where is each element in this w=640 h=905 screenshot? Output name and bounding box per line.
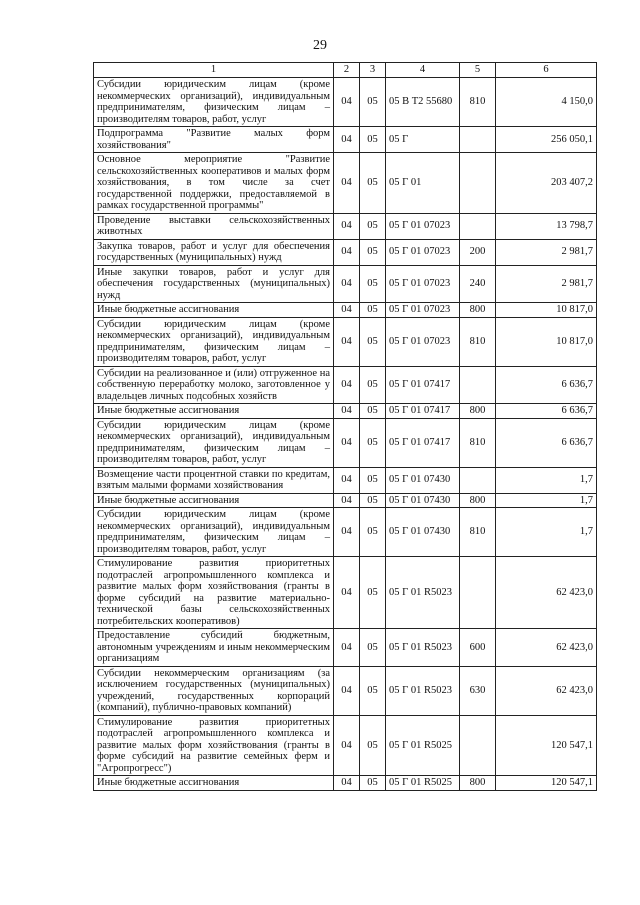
row-amount: 6 636,7 [496,366,597,404]
row-name: Иные закупки товаров, работ и услуг для обеспечения государственных (муниципальных) нужд [94,265,334,303]
row-subsection: 05 [360,366,386,404]
row-name: Субсидии юридическим лицам (кроме некоммерческих организаций), индивидуальным предпринимателям, физическим лицам – производителям товаров, работ, услуг [94,508,334,557]
row-subsection: 05 [360,303,386,318]
table-row [94,366,597,404]
row-target-code: 05 Г 01 R5023 [386,666,460,715]
table-row [94,508,597,557]
row-target-code: 05 Г 01 07417 [386,404,460,419]
table-row [94,493,597,508]
row-amount: 62 423,0 [496,666,597,715]
row-subsection: 05 [360,418,386,467]
row-subsection: 05 [360,265,386,303]
row-name: Иные бюджетные ассигнования [94,493,334,508]
row-expense-type: 810 [460,418,496,467]
row-section: 04 [334,715,360,776]
row-expense-type [460,213,496,239]
table-row [94,78,597,127]
row-name: Подпрограмма "Развитие малых форм хозяйствования" [94,127,334,153]
row-target-code: 05 Г 01 R5025 [386,715,460,776]
table-row [94,239,597,265]
row-section: 04 [334,239,360,265]
table-row [94,557,597,629]
row-name: Субсидии юридическим лицам (кроме некоммерческих организаций), индивидуальным предпринимателям, физическим лицам – производителям товаров, работ, услуг [94,78,334,127]
table-row [94,404,597,419]
row-target-code: 05 Г 01 07417 [386,418,460,467]
row-amount: 1,7 [496,467,597,493]
row-expense-type: 810 [460,78,496,127]
row-amount: 10 817,0 [496,317,597,366]
row-name: Иные бюджетные ассигнования [94,404,334,419]
header-col-1: 1 [94,63,334,78]
row-amount: 120 547,1 [496,776,597,791]
row-subsection: 05 [360,508,386,557]
row-expense-type: 600 [460,629,496,667]
row-expense-type: 800 [460,404,496,419]
row-target-code: 05 Г 01 07430 [386,493,460,508]
table-row [94,127,597,153]
header-col-3: 3 [360,63,386,78]
row-expense-type: 630 [460,666,496,715]
row-expense-type: 800 [460,303,496,318]
row-expense-type: 800 [460,776,496,791]
header-col-4: 4 [386,63,460,78]
row-name: Возмещение части процентной ставки по кредитам, взятым малыми формами хозяйствования [94,467,334,493]
row-section: 04 [334,666,360,715]
table-row [94,265,597,303]
row-subsection: 05 [360,467,386,493]
row-expense-type [460,127,496,153]
row-name: Стимулирование развития приоритетных подотраслей агропромышленного комплекса и развитие малых форм хозяйствования (гранты в форме субсидий на развитие семейных ферм и "Агропрогресс") [94,715,334,776]
page-number: 29 [313,38,327,53]
table-row [94,715,597,776]
row-target-code: 05 Г 01 R5023 [386,629,460,667]
row-subsection: 05 [360,317,386,366]
row-expense-type: 810 [460,317,496,366]
row-name: Проведение выставки сельскохозяйственных животных [94,213,334,239]
table-row [94,317,597,366]
row-amount: 13 798,7 [496,213,597,239]
table-row [94,629,597,667]
row-amount: 1,7 [496,493,597,508]
table-row [94,776,597,791]
row-subsection: 05 [360,404,386,419]
row-target-code: 05 Г 01 07430 [386,467,460,493]
row-target-code: 05 Г 01 07023 [386,265,460,303]
row-subsection: 05 [360,629,386,667]
header-col-5: 5 [460,63,496,78]
table-row [94,213,597,239]
row-expense-type [460,557,496,629]
row-name: Субсидии юридическим лицам (кроме некоммерческих организаций), индивидуальным предпринимателям, физическим лицам – производителям товаров, работ, услуг [94,418,334,467]
row-section: 04 [334,557,360,629]
row-section: 04 [334,467,360,493]
row-amount: 62 423,0 [496,557,597,629]
row-expense-type: 200 [460,239,496,265]
row-subsection: 05 [360,213,386,239]
table-row [94,467,597,493]
row-subsection: 05 [360,666,386,715]
row-amount: 6 636,7 [496,418,597,467]
row-section: 04 [334,78,360,127]
row-expense-type: 810 [460,508,496,557]
row-amount: 203 407,2 [496,153,597,214]
row-section: 04 [334,404,360,419]
row-subsection: 05 [360,127,386,153]
row-target-code: 05 Г 01 07417 [386,366,460,404]
row-section: 04 [334,776,360,791]
row-name: Стимулирование развития приоритетных подотраслей агропромышленного комплекса и развитие малых форм хозяйствования (гранты в форме субсидий на развитие материально-технической базы сельскохозяйственных потребительских кооперативов) [94,557,334,629]
row-name: Закупка товаров, работ и услуг для обеспечения государственных (муниципальных) нужд [94,239,334,265]
row-section: 04 [334,153,360,214]
row-amount: 6 636,7 [496,404,597,419]
table-header-row [94,63,597,78]
row-section: 04 [334,418,360,467]
row-target-code: 05 Г 01 07023 [386,303,460,318]
row-subsection: 05 [360,153,386,214]
budget-table [93,62,597,791]
row-section: 04 [334,366,360,404]
row-amount: 62 423,0 [496,629,597,667]
row-amount: 2 981,7 [496,239,597,265]
row-amount: 10 817,0 [496,303,597,318]
row-amount: 4 150,0 [496,78,597,127]
row-target-code: 05 Г 01 07430 [386,508,460,557]
row-target-code: 05 Г 01 R5025 [386,776,460,791]
row-name: Иные бюджетные ассигнования [94,776,334,791]
row-amount: 120 547,1 [496,715,597,776]
table-row [94,418,597,467]
row-amount: 256 050,1 [496,127,597,153]
row-section: 04 [334,629,360,667]
row-subsection: 05 [360,557,386,629]
row-section: 04 [334,317,360,366]
row-section: 04 [334,213,360,239]
row-target-code: 05 В Т2 55680 [386,78,460,127]
row-name: Субсидии юридическим лицам (кроме некоммерческих организаций), индивидуальным предпринимателям, физическим лицам – производителям товаров, работ, услуг [94,317,334,366]
row-expense-type [460,366,496,404]
row-name: Основное мероприятие "Развитие сельскохозяйственных кооперативов и малых форм хозяйствования, в том числе за счет государственной поддержки, предоставляемой в рамках государственной программы" [94,153,334,214]
row-amount: 2 981,7 [496,265,597,303]
row-subsection: 05 [360,776,386,791]
row-expense-type [460,467,496,493]
row-section: 04 [334,493,360,508]
row-name: Предоставление субсидий бюджетным, автономным учреждениям и иным некоммерческим организациям [94,629,334,667]
row-section: 04 [334,303,360,318]
row-subsection: 05 [360,715,386,776]
row-target-code: 05 Г 01 [386,153,460,214]
row-expense-type: 800 [460,493,496,508]
row-name: Иные бюджетные ассигнования [94,303,334,318]
row-subsection: 05 [360,239,386,265]
row-section: 04 [334,508,360,557]
row-target-code: 05 Г 01 07023 [386,213,460,239]
row-target-code: 05 Г 01 R5023 [386,557,460,629]
header-col-6: 6 [496,63,597,78]
table-row [94,666,597,715]
row-name: Субсидии некоммерческим организациям (за исключением государственных (муниципальных) учреждений, государственных корпораций (компаний), публично-правовых компаний) [94,666,334,715]
row-section: 04 [334,127,360,153]
header-col-2: 2 [334,63,360,78]
row-expense-type [460,715,496,776]
row-expense-type: 240 [460,265,496,303]
table-row [94,153,597,214]
row-subsection: 05 [360,493,386,508]
row-target-code: 05 Г 01 07023 [386,239,460,265]
row-amount: 1,7 [496,508,597,557]
row-target-code: 05 Г [386,127,460,153]
row-subsection: 05 [360,78,386,127]
row-expense-type [460,153,496,214]
table-row [94,303,597,318]
row-target-code: 05 Г 01 07023 [386,317,460,366]
row-section: 04 [334,265,360,303]
row-name: Субсидии на реализованное и (или) отгруженное на собственную переработку молоко, заготовленное у владельцев личных подсобных хозяйств [94,366,334,404]
